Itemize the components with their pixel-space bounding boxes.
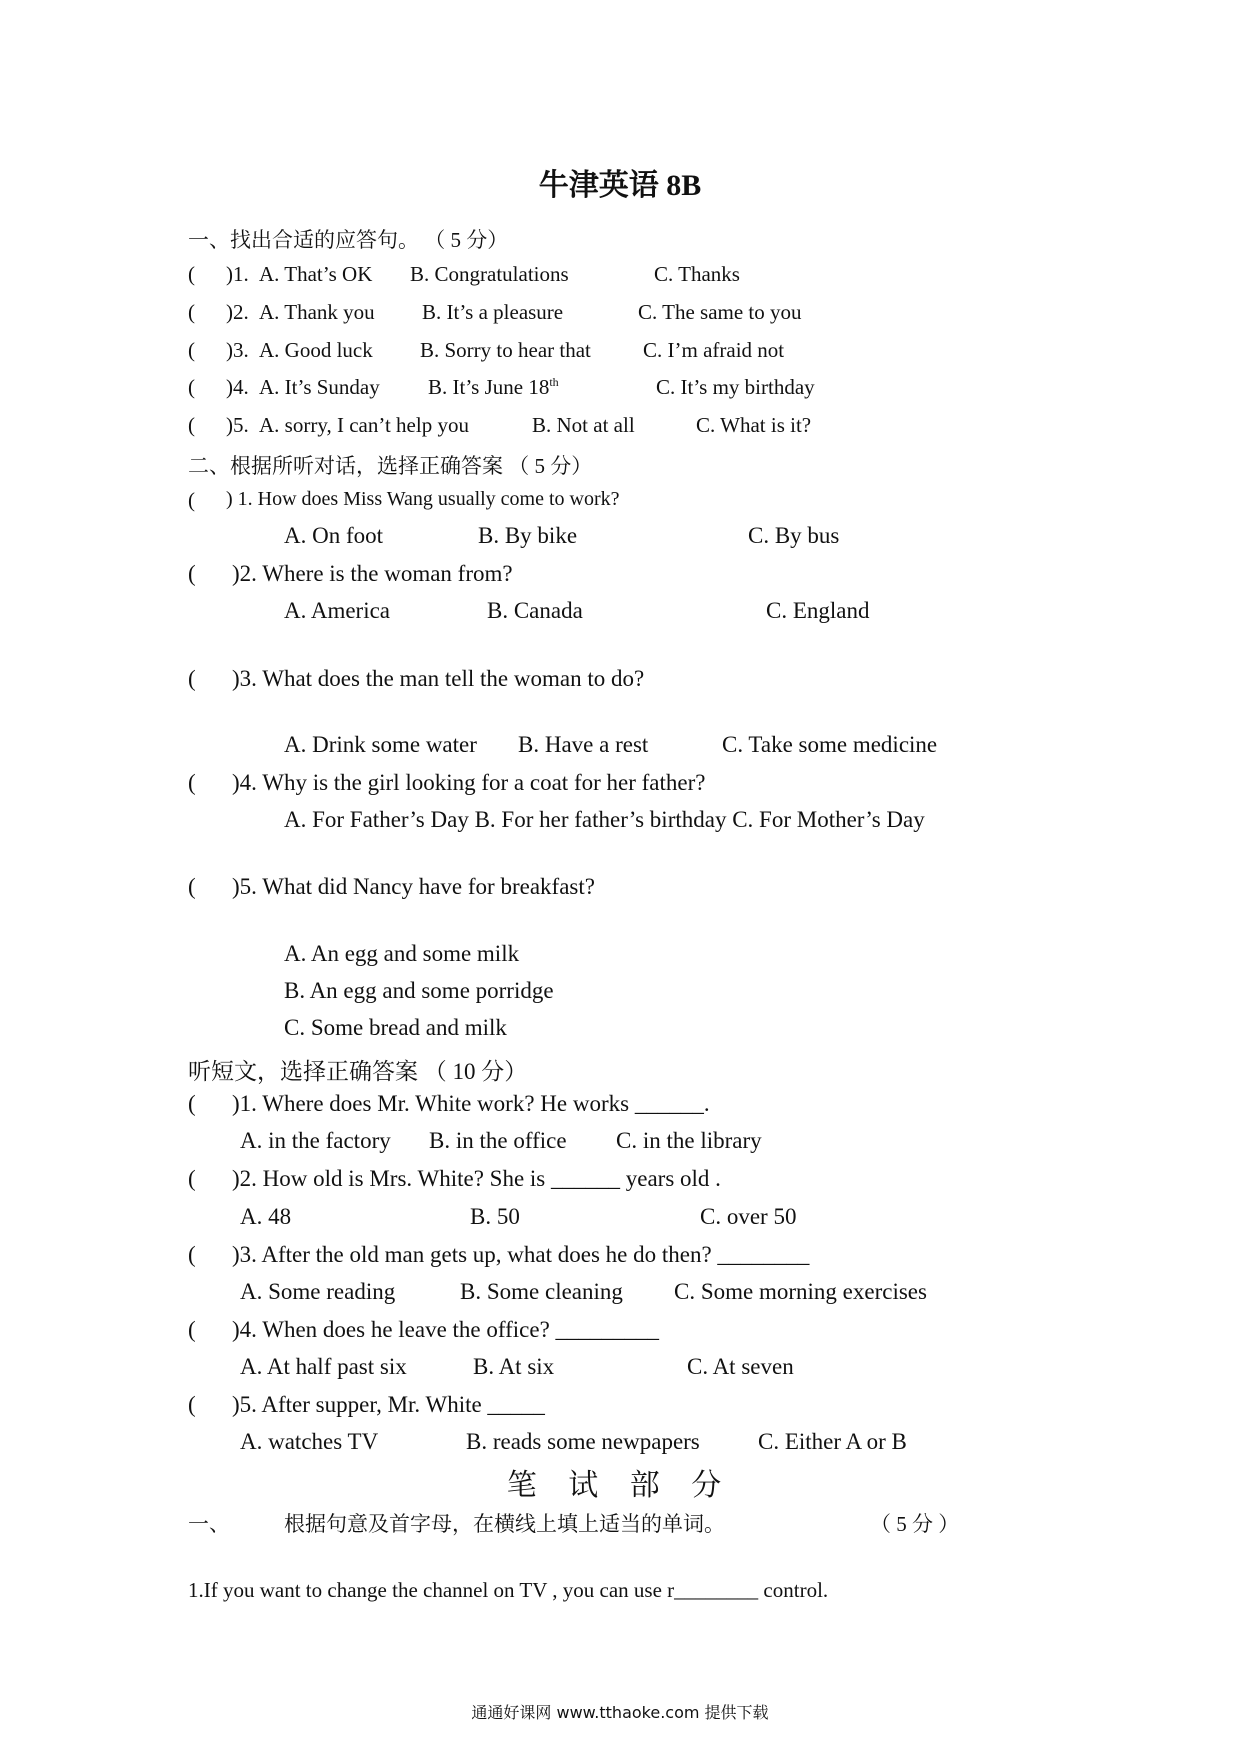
option-a: A. That’s OK (259, 262, 373, 286)
part3-header: 听短文，选择正确答案 （ 10 分） (188, 1059, 528, 1084)
option-a: A. America (284, 598, 391, 623)
written-header-text: 根据句意及首字母，在横线上填上适当的单词。 (284, 1512, 725, 1536)
option-b: B. Some cleaning (460, 1279, 623, 1304)
question-number: )3. (226, 338, 249, 362)
question-text: ) 1. How does Miss Wang usually come to work? (226, 488, 620, 510)
option-a: A. Thank you (259, 300, 375, 324)
option-a: A. An egg and some milk (284, 941, 520, 966)
option-c: C. Some morning exercises (674, 1279, 927, 1304)
answer-bracket: ( (188, 1392, 196, 1417)
option-a: A. It’s Sunday (259, 375, 380, 399)
option-b: B. Congratulations (410, 262, 569, 286)
question-text: )4. Why is the girl looking for a coat for her father? (232, 770, 706, 795)
option-a: A. Good luck (259, 338, 373, 362)
option-c: C. Take some medicine (722, 732, 938, 757)
answer-bracket: ( (188, 874, 196, 899)
option-a: A. At half past six (240, 1354, 407, 1379)
question-text: )5. After supper, Mr. White _____ (232, 1392, 545, 1417)
option-c: C. Thanks (654, 262, 740, 286)
option-a: A. sorry, I can’t help you (259, 413, 469, 437)
option-b: B. Have a rest (518, 732, 649, 757)
option-c: C. It’s my birthday (656, 375, 815, 399)
question-number: )1. (226, 262, 249, 286)
option-a: A. Drink some water (284, 732, 477, 757)
option-c: C. By bus (748, 523, 840, 548)
question-text: )1. Where does Mr. White work? He works ______. (232, 1091, 710, 1116)
option-b: B. Canada (487, 598, 583, 623)
option-a: A. in the factory (240, 1128, 391, 1153)
ordinal-suffix: th (549, 375, 559, 389)
answer-bracket: ( (188, 561, 196, 586)
answer-bracket: ( (188, 1317, 196, 1342)
option-b: B. An egg and some porridge (284, 978, 554, 1003)
question-text: )2. Where is the woman from? (232, 561, 513, 586)
option-a: A. Some reading (240, 1279, 396, 1304)
question-number: )4. (226, 375, 249, 399)
answer-bracket: ( (188, 666, 196, 691)
option-b: B. reads some newpapers (466, 1429, 700, 1454)
option-a: A. 48 (240, 1204, 292, 1229)
question-text: )5. What did Nancy have for breakfast? (232, 874, 595, 899)
answer-bracket: ( (188, 338, 195, 362)
written-header-score: （ 5 分 ） (870, 1512, 960, 1536)
option-b (428, 375, 559, 400)
option-b-text: B. It’s June 18 (428, 375, 550, 399)
question-text: )3. After the old man gets up, what does he do then? ________ (232, 1242, 810, 1267)
option-b: B. At six (473, 1354, 555, 1379)
option-c: C. in the library (616, 1128, 762, 1153)
answer-bracket: ( (188, 770, 196, 795)
question-number: )5. (226, 413, 249, 437)
answer-bracket: ( (188, 300, 195, 324)
option-b: B. It’s a pleasure (422, 300, 564, 324)
option-c: C. Some bread and milk (284, 1015, 507, 1040)
part2-header: 二、根据所听对话，选择正确答案 （ 5 分） (188, 454, 593, 478)
option-c: C. over 50 (700, 1204, 797, 1229)
question-text: )3. What does the man tell the woman to do? (232, 666, 645, 691)
answer-bracket: ( (188, 262, 195, 286)
answer-bracket: ( (188, 1242, 196, 1267)
options-line: A. For Father’s Day B. For her father’s birthday C. For Mother’s Day (284, 807, 925, 832)
option-b: B. 50 (470, 1204, 520, 1229)
answer-bracket: ( (188, 1166, 196, 1191)
written-section-title: 笔 试 部 分 (506, 1469, 734, 1502)
answer-bracket: ( (188, 1091, 196, 1116)
part1-header: 一、找出合适的应答句。 （ 5 分） (188, 228, 509, 252)
page-footer: 通通好课网 www.tthaoke.com 提供下载 (471, 1703, 769, 1722)
option-a: A. watches TV (240, 1429, 379, 1454)
option-c: C. At seven (687, 1354, 794, 1379)
option-a: A. On foot (284, 523, 384, 548)
question-text: )2. How old is Mrs. White? She is ______ years old . (232, 1166, 721, 1191)
option-b: B. in the office (429, 1128, 567, 1153)
option-b: B. By bike (478, 523, 578, 548)
option-c: C. The same to you (638, 300, 802, 324)
option-c: C. England (766, 598, 870, 623)
option-c: C. Either A or B (758, 1429, 907, 1454)
option-c: C. What is it? (696, 413, 812, 437)
option-b: B. Sorry to hear that (420, 338, 591, 362)
written-header-number: 一、 (188, 1512, 230, 1536)
answer-bracket: ( (188, 488, 195, 512)
question-text: )4. When does he leave the office? _________ (232, 1317, 660, 1342)
written-question-1: 1.If you want to change the channel on TV , you can use r________ control. (188, 1578, 829, 1602)
question-number: )2. (226, 300, 249, 324)
answer-bracket: ( (188, 375, 195, 399)
option-b: B. Not at all (532, 413, 635, 437)
page-title: 牛津英语 8B (538, 169, 702, 202)
answer-bracket: ( (188, 413, 195, 437)
option-c: C. I’m afraid not (643, 338, 785, 362)
